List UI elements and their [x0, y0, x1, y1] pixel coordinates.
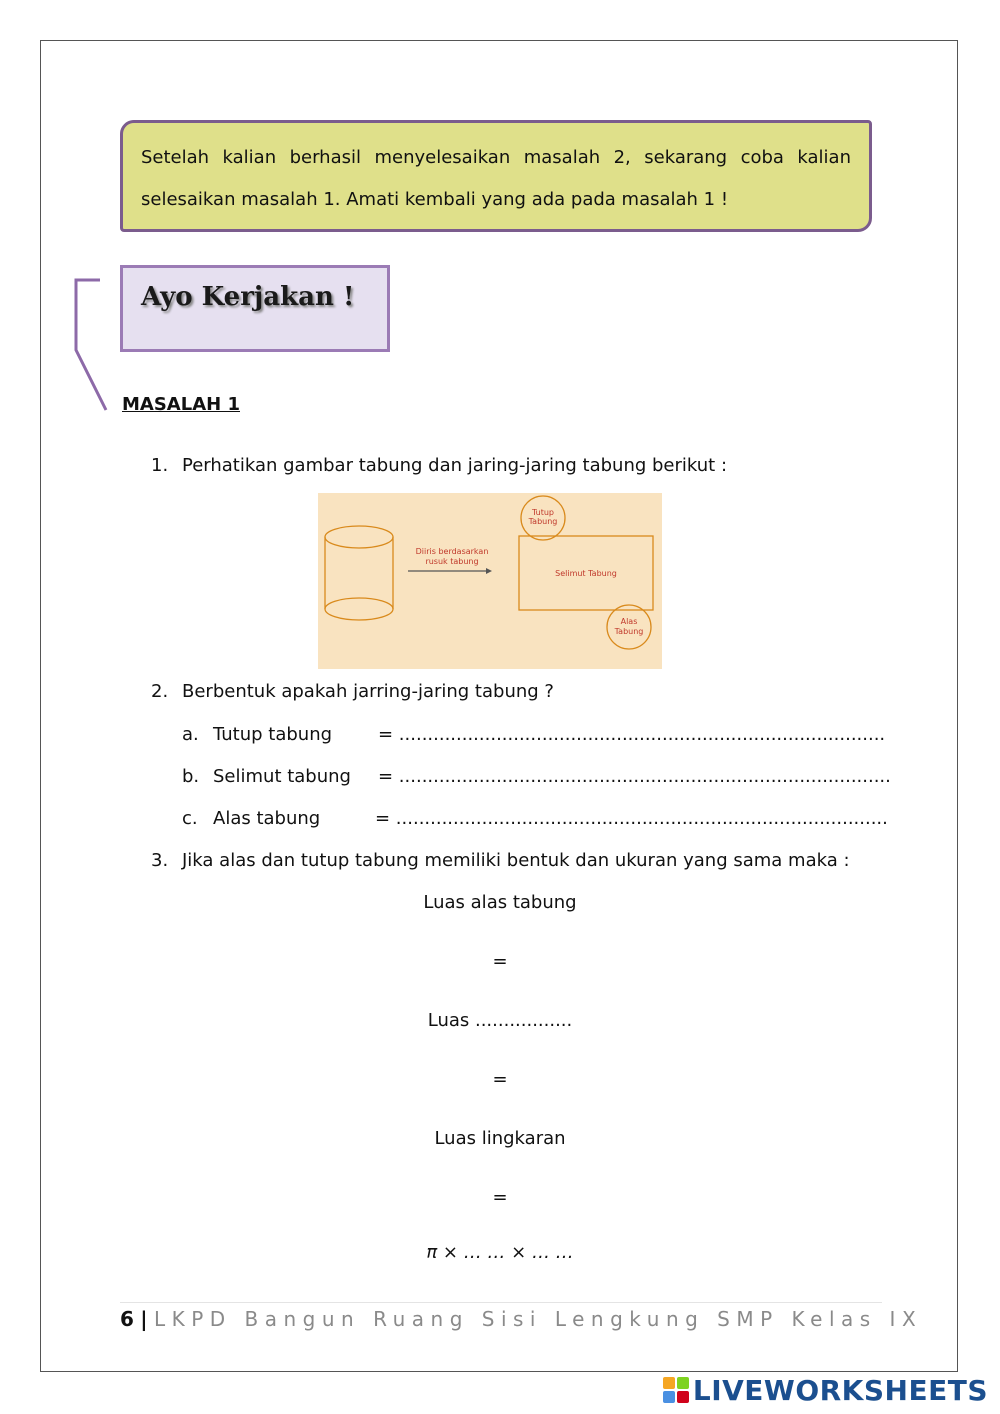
q2-text: Berbentuk apakah jarring-jaring tabung ?	[182, 681, 554, 702]
tabung-diagram	[318, 493, 662, 669]
page-border	[40, 40, 958, 1372]
q3-step-equals-3: =	[492, 1187, 508, 1208]
q1-number: 1.	[151, 455, 169, 476]
answer-blank-a[interactable]: = .....................................................................................	[378, 724, 886, 745]
q3-step-equals-2: =	[492, 1069, 508, 1090]
answer-blank-c[interactable]: = ......................................................................................	[375, 808, 888, 829]
alas-label-line2: Tabung	[614, 627, 644, 636]
q3-step-equals-1: =	[492, 951, 508, 972]
bracket-decoration	[70, 278, 110, 413]
q2-number: 2.	[151, 681, 169, 702]
arrow-label-line1: Diiris berdasarkan	[415, 547, 489, 556]
intro-callout	[120, 120, 872, 232]
selimut-label: Selimut Tabung	[555, 569, 617, 578]
logo-grid-icon	[663, 1377, 689, 1403]
q3-text: Jika alas dan tutup tabung memiliki bentuk dan ukuran yang sama maka :	[182, 850, 850, 871]
q2-item-letter-c: c.	[182, 808, 198, 829]
q2-item-label-a: Tutup tabung	[213, 724, 333, 745]
tutup-label-line1: Tutup	[531, 508, 555, 517]
q2-item-label-b: Selimut tabung	[213, 766, 351, 787]
footer-title: LKPD Bangun Ruang Sisi Lengkung SMP Kelas IX	[153, 1307, 923, 1331]
intro-text: Setelah kalian berhasil menyelesaikan masalah 2, sekarang coba kalian selesaikan masalah 1. Amati kembali yang ada pada masalah 1 !	[141, 147, 851, 210]
alas-label-line1: Alas	[620, 617, 638, 626]
arrow	[408, 568, 492, 574]
ayo-kerjakan-box	[120, 265, 390, 352]
q3-step-luas-blank[interactable]: Luas .................	[427, 1010, 573, 1031]
q3-step-formula-blank[interactable]: π × … … × … …	[426, 1242, 574, 1263]
footer-divider	[120, 1302, 882, 1303]
page-number: 6	[120, 1307, 134, 1331]
liveworksheets-logo	[663, 1373, 988, 1407]
q2-item-letter-b: b.	[182, 766, 200, 787]
footer-separator: |	[140, 1307, 148, 1331]
arrow-label-line2: rusuk tabung	[425, 557, 479, 566]
tabung-net-figure	[318, 493, 662, 669]
brand-name: LIVEWORKSHEETS	[692, 1373, 988, 1407]
page-footer	[120, 1307, 922, 1331]
section-title: MASALAH 1	[122, 394, 240, 415]
q3-step-luas-alas: Luas alas tabung	[423, 892, 577, 913]
q1-text: Perhatikan gambar tabung dan jaring-jaring tabung berikut :	[182, 455, 728, 476]
cylinder-shape	[325, 526, 393, 620]
ayo-kerjakan-title: Ayo Kerjakan !	[141, 282, 355, 312]
q3-step-luas-lingkaran: Luas lingkaran	[434, 1128, 566, 1149]
q2-item-letter-a: a.	[182, 724, 199, 745]
answer-blank-b[interactable]: = ......................................................................................	[378, 766, 891, 787]
q3-number: 3.	[151, 850, 169, 871]
tutup-label-line2: Tabung	[528, 517, 558, 526]
q2-item-label-c: Alas tabung	[213, 808, 321, 829]
